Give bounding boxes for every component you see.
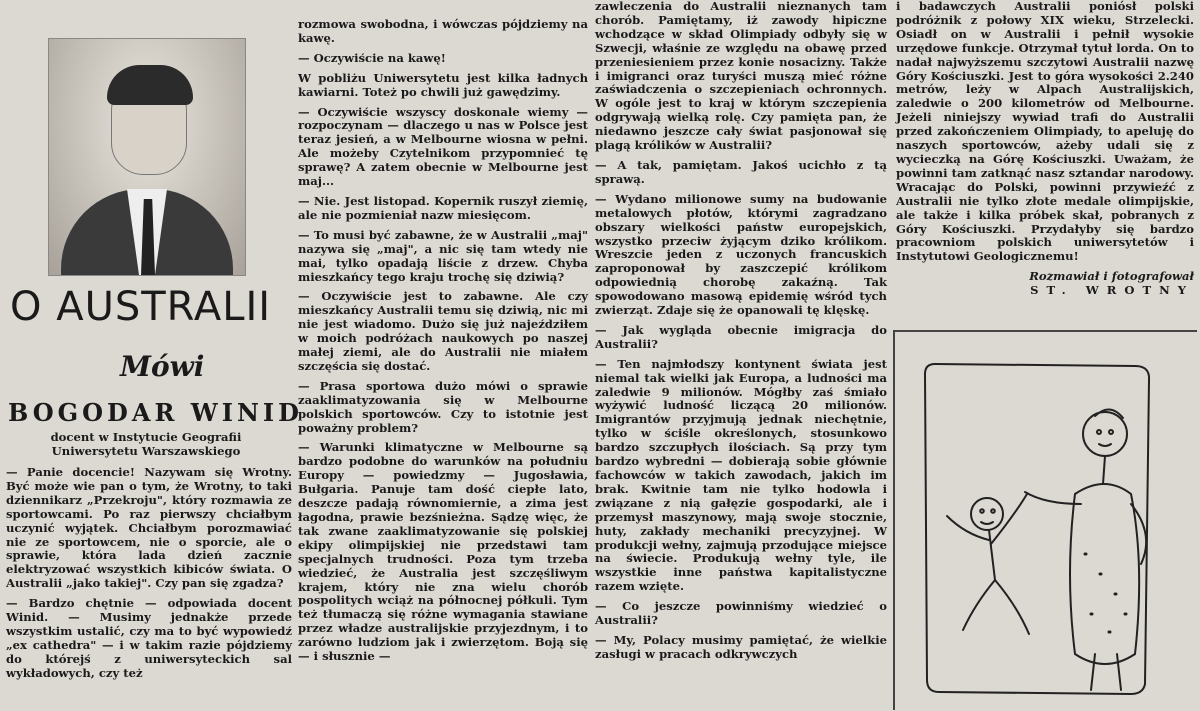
column-1 [6, 466, 292, 687]
paragraph: — My, Polacy musimy pamiętać, że wielkie zasługi w pracach odkrywczych [595, 632, 887, 661]
speaker-affiliation [0, 430, 292, 458]
paragraph: — Ten najmłodszy kontynent świata jest niemal tak wielki jak Europa, a ludności ma zaledwie 9 milionów. Mógłby zaś śmiało wyżywić ludność liczącą 20 milionów. Imigrantów przyjmują jednak niechętnie, tylko w ściśle określonych, stosunkowo bardzo szczupłych ilościach. Są przy tym bardzo wybredni — dobierają sobie głównie fachowców w takich zawodach, jakich im brak. Kwitnie tam nie tylko hodowla i związane z nią gałęzie gospodarki, ale i przemysł maszynowy, mają swoje stocznie, huty, zakłady mechaniki precyzyjnej. W produkcji wełny, zajmują przodujące miejsce na świecie. Produkują wełny tyle, ile wszystkie inne państwa kapitalistyczne razem wzięte. [595, 356, 887, 594]
paragraph: rozmowa swobodna, i wówczas pójdziemy na kawę. [298, 17, 588, 45]
signoff-line: Rozmawiał i fotografował [1029, 269, 1194, 284]
paragraph: — To musi być zabawne, że w Australii „maj" nazywa się „maj", a nic się tam wtedy nie mai, tylko opadają liście z drzew. Chyba mieszkańcy tego kraju trochę się dziwią? [298, 227, 588, 284]
paragraph: — Oczywiście wszyscy doskonale wiemy — rozpoczynam — dlaczego u nas w Polsce jest teraz jesień, a w Melbourne wiosna w pełni. Ale możeby Czytelnikom przypomnieć tę sprawę? A zatem obecnie w Melbourne jest maj... [298, 104, 588, 189]
paragraph: — Jak wygląda obecnie imigracja do Australii? [595, 322, 887, 351]
paragraph: — Bardzo chętnie — odpowiada docent Winid. — Musimy jednakże przede wszystkim ustalić, czy ma to być wypowiedź „ex cathedra" — i w takim razie pójdziemy do którejś z uniwersyteckich sal wykładowych, czy też [6, 596, 292, 680]
paragraph: W pobliżu Uniwersytetu jest kilka ładnych kawiarni. Toteż po chwili już gawędzimy. [298, 70, 588, 99]
portrait-hair [107, 65, 193, 105]
speaker-name: BOGODAR WINID [8, 398, 303, 427]
cartoon-illustration [905, 354, 1185, 704]
paragraph: — Oczywiście jest to zabawne. Ale czy mieszkańcy Australii temu się dziwią, nic mi nie jest wiadomo. Dużo się już najeździłem w moich podróżach naukowych po naszej małej ziemi, ale do Australii nie miałem szczęścia się dostać. [298, 289, 588, 373]
column-2 [298, 18, 588, 670]
paragraph: — A tak, pamiętam. Jakoś ucichło z tą sprawą. [595, 157, 887, 186]
author-byline: ST. WROTNY [1030, 283, 1194, 298]
paragraph: i badawczych Australii poniósł polski podróżnik z połowy XIX wieku, Strzelecki. Osiadł on w Australii i pełnił wysokie urzędowe funkcje. Otrzymał tytuł lorda. On to nadał najwyższemu szczytowi Australii nazwę Góry Kościuszki. Jest to góra wysokości 2.240 metrów, leży w Alpach Australijskich, zaledwie o 200 kilometrów od Melbourne. Jeżeli niniejszy wywiad trafi do Australii przed zakończeniem Olimpiady, to apeluję do naszych sportowców, ażeby udali się z wycieczką na Górę Kościuszki. Uważam, że powinni tam zatknąć nasz sztandar narodowy. Wracając do Polski, powinni przywieźć z Australii nie tylko złote medale olimpijskie, ale także i kilka próbek skał, pobranych z Góry Kościuszki. Przydałyby się bardzo pracowniom polskich uniwersytetów i Instytutowi Geologicznemu! [896, 0, 1194, 264]
paragraph: — Oczywiście na kawę! [298, 50, 446, 65]
column-4 [896, 0, 1194, 298]
paragraph: — Warunki klimatyczne w Melbourne są bardzo podobne do warunków na południu Europy — powiedzmy — Jugosławia, Bułgaria. Panuje tam dość ciepłe lato, deszcze padają równomiernie, a zima jest łagodna, prawie bezśnieżna. Sądzę więc, że tak zwane zaaklimatyzowanie się polskiej ekipy olimpijskiej nie przedstawi tam specjalnych trudności. Poza tym trzeba wiedzieć, że Australia jest szczęśliwym krajem, który nie zna wielu chorób pospolitych wciąż na północnej półkuli. Tym też tłumaczą się różne wymagania stawiane przez władze australijskie przyjezdnym, i to zarówno ludziom jak i zwierzętom. Boją się — i słusznie — [298, 440, 588, 664]
kicker-mowi: Mówi [120, 350, 205, 383]
illustration-frame [893, 330, 1197, 710]
affiliation-line-2: Uniwersytetu Warszawskiego [51, 444, 241, 458]
column-3 [595, 0, 887, 668]
paragraph: — Wydano milionowe sumy na budowanie metalowych płotów, którymi zagradzano obszary wielkości państw europejskich, wszystko przeciw żyjącym dziko królikom. Wreszcie jeden z uczonych francuskich zaproponował by zaszczepić królikom odpowiednią chorobę zakaźną. Tak spowodowano masową epidemię wśród tych zwierząt. Zdaje się że opanowali tę klęskę. [595, 191, 887, 318]
paragraph: — Nie. Jest listopad. Kopernik ruszył ziemię, ale nie pozmieniał nazw miesięcom. [298, 193, 588, 222]
paragraph: — Prasa sportowa dużo mówi o sprawie zaaklimatyzowania się w Melbourne polskich sportowców. Czy to istotnie jest poważny problem? [298, 378, 588, 435]
portrait-photo [48, 38, 246, 276]
article-headline: O AUSTRALII [10, 284, 272, 330]
paragraph: — Co jeszcze powinniśmy wiedzieć o Australii? [595, 599, 887, 628]
paragraph: — Panie docencie! Nazywam się Wrotny. Być może wie pan o tym, że Wrotny, to taki dziennikarz „Przekroju", który rozmawia ze sportowcami. Po raz pierwszy chciałbym uczynić wyjątek. Chciałbym porozmawiać nie ze sportowcem, nie o sporcie, ale o sprawie, która lada dzień zacznie elektryzować wszystkich kibiców świata. O Australii „jako takiej". Czy pan się zgadza? [6, 465, 292, 591]
affiliation-line-1: docent w Instytucie Geografii [50, 430, 242, 444]
paragraph: zawleczenia do Australii nieznanych tam chorób. Pamiętamy, iż zawody hipiczne wchodzące w skład Olimpiady odbyły się w Szwecji, właśnie ze względu na obawę przed przeniesieniem przez konie nosacizny. Także i imigranci oraz turyści muszą mieć różne zaświadczenia o szczepieniach ochronnych. W ogóle jest to kraj w którym szczepienia odgrywają wielką rolę. Czy pamięta pan, że niedawno jeszcze cały świat pasjonował się plagą królików w Australii? [595, 0, 887, 153]
